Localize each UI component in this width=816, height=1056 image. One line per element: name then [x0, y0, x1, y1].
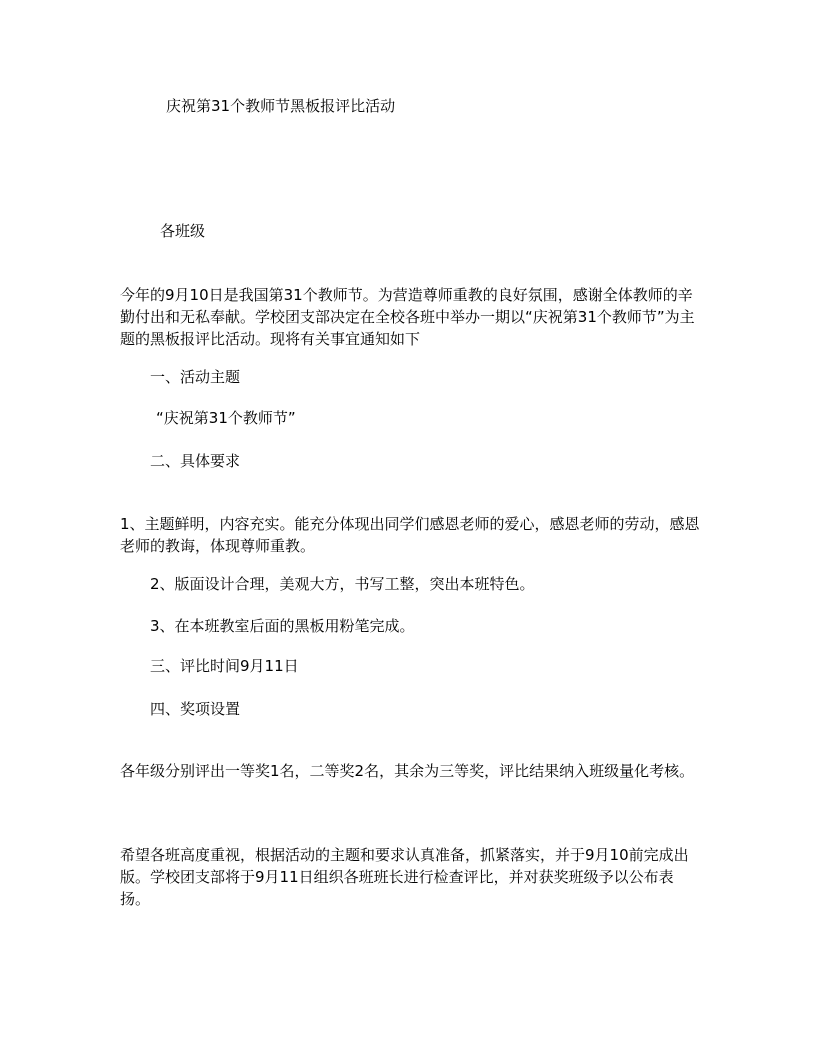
section-heading-awards: 四、奖项设置 — [150, 700, 241, 718]
requirement-1: 1、主题鲜明，内容充实。能充分体现出同学们感恩老师的爱心，感恩老师的劳动，感恩老师的教诲，体现尊师重教。 — [120, 515, 700, 555]
awards-paragraph: 各年级分别评出一等奖1名，二等奖2名，其余为三等奖，评比结果纳入班级量化考核。 — [120, 762, 695, 780]
salutation: 各班级 — [160, 222, 206, 240]
closing-paragraph: 希望各班高度重视，根据活动的主题和要求认真准备，抓紧落实，并于9月10前完成出版。学校团支部将于9月11日组织各班班长进行检查评比，并对获奖班级予以公布表扬。 — [120, 846, 689, 908]
section-heading-theme: 一、活动主题 — [150, 368, 241, 386]
theme-content: “庆祝第31个教师节” — [156, 409, 296, 427]
section-heading-time: 三、评比时间9月11日 — [150, 657, 299, 675]
requirement-3: 3、在本班教室后面的黑板用粉笔完成。 — [150, 617, 415, 635]
intro-paragraph: 今年的9月10日是我国第31个教师节。为营造尊师重教的良好氛围，感谢全体教师的辛勤付出和无私奉献。学校团支部决定在全校各班中举办一期以“庆祝第31个教师节”为主题的黑板报评比活动。现将有关事宜通知如下 — [120, 286, 695, 348]
section-heading-requirements: 二、具体要求 — [150, 452, 241, 470]
document-title: 庆祝第31个教师节黑板报评比活动 — [166, 97, 396, 115]
requirement-2: 2、版面设计合理，美观大方，书写工整，突出本班特色。 — [150, 575, 535, 593]
